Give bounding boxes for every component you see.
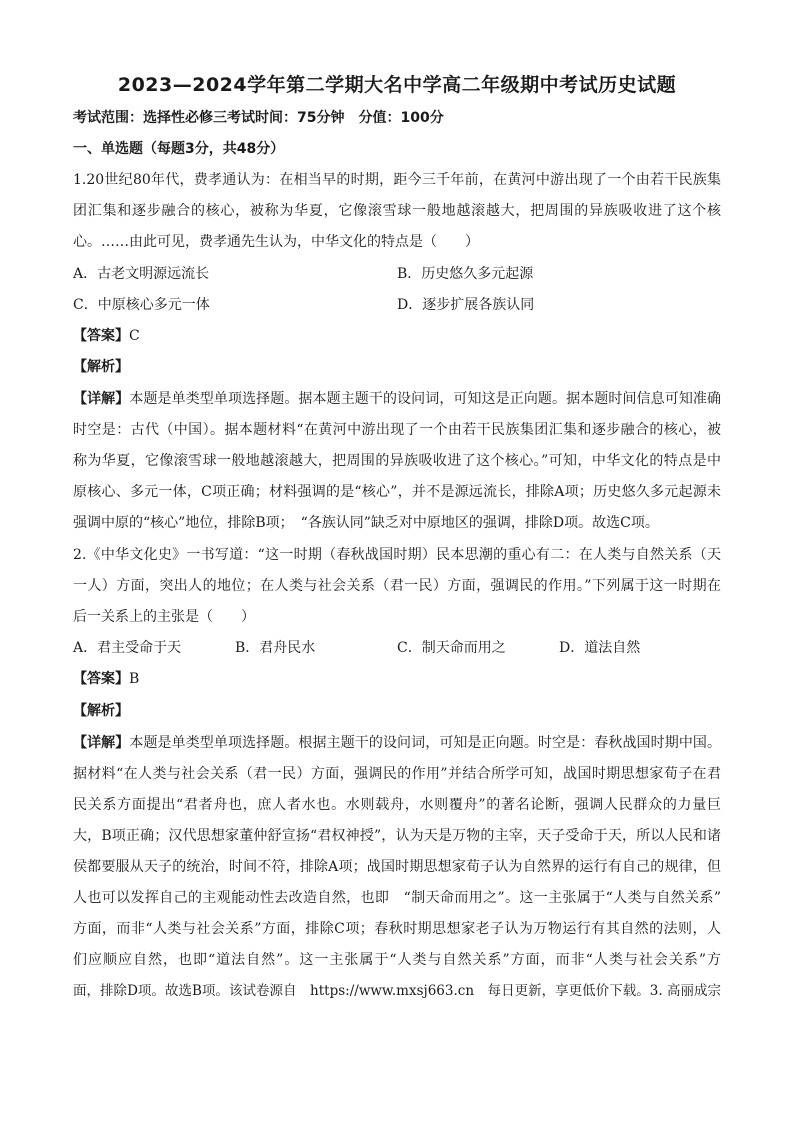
- q2-detail-line-5: 侯都要服从天子的统治，时间不符，排除A项；战国时期思想家荀子认为自然界的运行有自己的规律，但: [73, 859, 721, 875]
- q2-detail-line-7: 方面，而非“人类与社会关系”方面，排除C项；春秋时期思想家老子认为万物运行有其自然的法则，人: [73, 921, 721, 937]
- q1-answer: [73, 326, 140, 346]
- detail-tag: 【详解】: [73, 391, 130, 407]
- q2-stem-line-2: 一人）方面，突出人的地位；在人类与社会关系（君一民）方面，强调民的作用。”下列属于这一时期在: [73, 578, 721, 594]
- q1-detail-line-1: 【详解】本题是单类型单项选择题。据本题主题干的设问词，可知这是正向题。据本题时间信息可知准确: [73, 391, 722, 407]
- section-heading: 一、单选题（每题3分，共48分）: [73, 141, 285, 157]
- q1-detail-line-4: 原核心、多元一体，C项正确；材料强调的是“核心”，并不是源远流长，排除A项；历史悠久多元起源未: [73, 484, 721, 500]
- q2-answer: [73, 669, 139, 689]
- q2-stem-line-1: 2.《中华文化史》一书写道：“这一时期（春秋战国时期）民本思潮的重心有二：在人类与自然关系（天: [73, 547, 721, 563]
- q2-detail-line-9: 面，排除D项。故选B项。该试卷源自 https://www.mxsj663.cn 每日更新，享更低价下载。3. 高丽成宗: [73, 983, 721, 999]
- page-title: 2023—2024学年第二学期大名中学高二年级期中考试历史试题: [117, 74, 677, 96]
- q2-detail-line-6: 人也可以发挥自己的主观能动性去改造自然，也即 “制天命而用之”。这一主张属于“人类与自然关系”: [73, 890, 721, 906]
- q1-analysis-tag: 【解析】: [73, 359, 129, 375]
- q2-stem-line-3: 后一关系上的主张是（ ）: [73, 609, 255, 625]
- detail-tag: 【详解】: [73, 735, 130, 751]
- q2-detail-line-3: 民关系方面提出“君者舟也，庶人者水也。水则载舟，水则覆舟”的著名论断，强调人民群众的力量巨: [73, 797, 721, 813]
- q1-option-b: B．历史悠久多元起源: [397, 266, 534, 282]
- q2-detail-line-4: 大，B项正确；汉代思想家董仲舒宣扬“君权神授”，认为天是万物的主宰，天子受命于天，所以人民和诸: [73, 828, 721, 844]
- q2-option-c: C．制天命而用之: [397, 640, 506, 656]
- q2-analysis-tag: 【解析】: [73, 703, 129, 719]
- q1-stem-line-1: 1.20世纪80年代，费孝通认为：在相当早的时期，距今三千年前，在黄河中游出现了一个由若干民族集: [73, 172, 721, 188]
- answer-tag: 【答案】: [73, 671, 129, 687]
- q2-option-b: B．君舟民水: [235, 640, 316, 656]
- q1-stem-line-2: 团汇集和逐步融合的核心，被称为华夏，它像滚雪球一般地越滚越大，把周围的异族吸收进了这个核: [73, 203, 721, 219]
- q1-option-d: D．逐步扩展各族认同: [397, 297, 535, 313]
- q1-stem-line-3: 心。……由此可见，费孝通先生认为，中华文化的特点是（ ）: [73, 234, 479, 250]
- q1-option-a: A．古老文明源远流长: [73, 266, 210, 282]
- answer-value: B: [129, 671, 140, 687]
- q2-detail-line-2: 据材料“在人类与社会关系（君一民）方面，强调民的作用”并结合所学可知，战国时期思想家荀子在君: [73, 766, 721, 782]
- answer-tag: 【答案】: [73, 328, 129, 344]
- exam-info: 考试范围：选择性必修三考试时间：75分钟 分值：100分: [73, 110, 444, 126]
- q1-option-c: C．中原核心多元一体: [73, 297, 210, 313]
- q2-option-d: D．道法自然: [559, 640, 641, 656]
- q1-detail-line-5: 强调中原的“核心”地位，排除B项； “各族认同”缺乏对中原地区的强调，排除D项。故选C项。: [73, 515, 659, 531]
- q2-option-a: A．君主受命于天: [73, 640, 182, 656]
- answer-value: C: [129, 328, 140, 344]
- q1-detail-line-3: 称为华夏，它像滚雪球一般地越滚越大，把周围的异族吸收进了这个核心。”可知，中华文化的特点是中: [73, 453, 721, 469]
- q2-detail-line-1: 【详解】本题是单类型单项选择题。根据主题干的设问词，可知是正向题。时空是：春秋战国时期中国。: [73, 735, 722, 751]
- q2-detail-line-8: 们应顺应自然，也即“道法自然”。这一主张属于“人类与自然关系”方面，而非“人类与社会关系”方: [73, 952, 721, 968]
- q1-detail-line-2: 时空是：古代（中国）。据本题材料“在黄河中游出现了一个由若干民族集团汇集和逐步融合的核心，被: [73, 422, 721, 438]
